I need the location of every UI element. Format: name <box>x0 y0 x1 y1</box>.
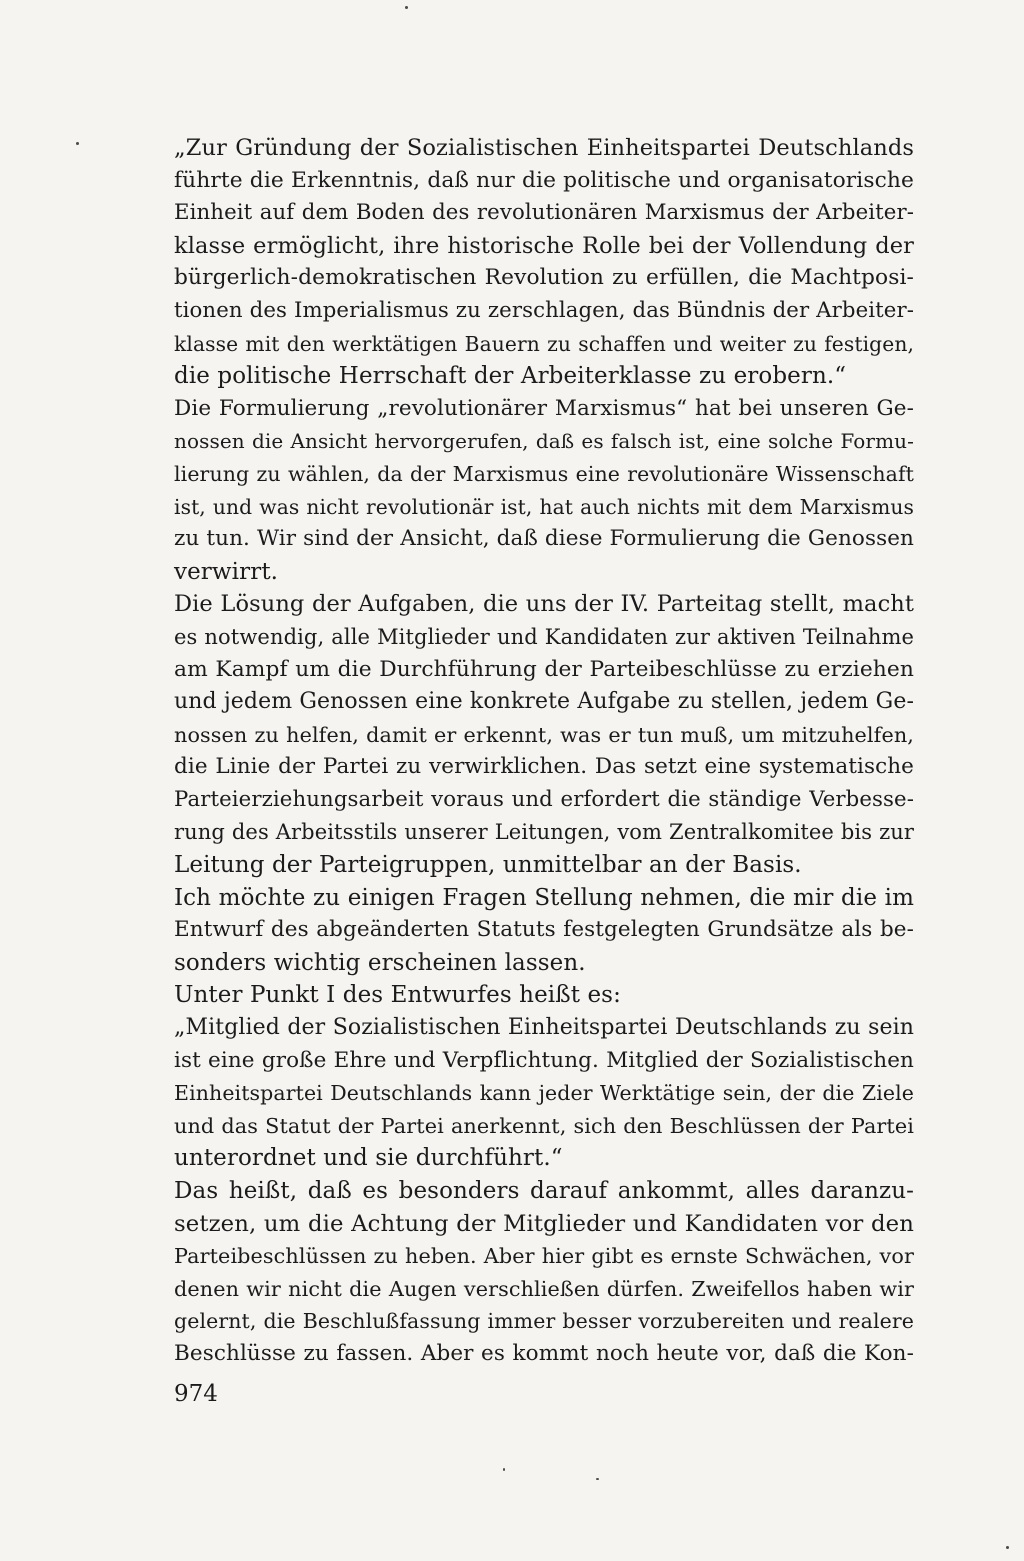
text-line: Entwurf des abgeänderten Statuts festgelegten Grundsätze als be- <box>174 917 914 943</box>
text-line: Einheitspartei Deutschlands kann jeder Werktätige sein, der die Ziele <box>174 1081 914 1106</box>
text-line: und jedem Genossen eine konkrete Aufgabe zu stellen, jedem Ge- <box>174 689 914 715</box>
page-number: 974 <box>174 1381 218 1407</box>
text-line: Die Formulierung „revolutionärer Marxismus“ hat bei unseren Ge- <box>174 395 914 421</box>
text-line: die Linie der Partei zu verwirklichen. Das setzt eine systematische <box>174 754 914 780</box>
text-line: setzen, um die Achtung der Mitglieder und Kandidaten vor den <box>174 1210 914 1237</box>
text-line: führte die Erkenntnis, daß nur die politische und organisatorische <box>174 167 914 193</box>
text-line: ist eine große Ehre und Verpflichtung. Mitglied der Sozialistischen <box>174 1047 914 1073</box>
text-line: Parteierziehungsarbeit voraus und erfordert die ständige Verbesse- <box>174 786 914 812</box>
text-line: am Kampf um die Durchführung der Parteibeschlüsse zu erziehen <box>174 656 914 682</box>
text-line: gelernt, die Beschlußfassung immer besser vorzubereiten und realere <box>174 1309 914 1334</box>
text-line: Ich möchte zu einigen Fragen Stellung nehmen, die mir die im <box>174 884 914 911</box>
scan-speck <box>405 6 408 9</box>
text-line: zu tun. Wir sind der Ansicht, daß diese Formulierung die Genossen <box>174 526 914 552</box>
text-line: „Mitglied der Sozialistischen Einheitspartei Deutschlands zu sein <box>174 1015 914 1041</box>
scan-speck <box>1006 1546 1009 1549</box>
text-line: ist, und was nicht revolutionär ist, hat auch nichts mit dem Marxismus <box>174 494 914 519</box>
text-line: es notwendig, alle Mitglieder und Kandidaten zur aktiven Teilnahme <box>174 624 914 649</box>
text-line: sonders wichtig erscheinen lassen. <box>174 949 586 976</box>
text-line: verwirrt. <box>174 558 279 585</box>
text-line: „Zur Gründung der Sozialistischen Einheitspartei Deutschlands <box>174 135 914 161</box>
scan-speck <box>76 142 79 145</box>
text-line: klasse mit den werktätigen Bauern zu schaffen und weiter zu festigen, <box>174 331 914 356</box>
text-line: Leitung der Parteigruppen, unmittelbar an der Basis. <box>174 852 802 879</box>
text-line: bürgerlich-demokratischen Revolution zu erfüllen, die Machtposi- <box>174 265 914 291</box>
text-line: nossen die Ansicht hervorgerufen, daß es falsch ist, eine solche Formu- <box>174 429 914 454</box>
text-line: klasse ermöglicht, ihre historische Rolle bei der Vollendung der <box>174 232 914 259</box>
text-line: Das heißt, daß es besonders darauf ankommt, alles daranzu- <box>174 1178 914 1204</box>
text-line: unterordnet und sie durchführt.“ <box>174 1145 563 1172</box>
text-line: Unter Punkt I des Entwurfes heißt es: <box>174 982 621 1009</box>
scan-speck <box>503 1468 505 1471</box>
text-line: und das Statut der Partei anerkennt, sich den Beschlüssen der Partei <box>174 1113 914 1138</box>
text-line: rung des Arbeitsstils unserer Leitungen, vom Zentralkomitee bis zur <box>174 820 914 845</box>
text-line: denen wir nicht die Augen verschließen dürfen. Zweifellos haben wir <box>174 1276 914 1301</box>
text-line: lierung zu wählen, da der Marxismus eine revolutionäre Wissenschaft <box>174 461 914 486</box>
text-line: tionen des Imperialismus zu zerschlagen, das Bündnis der Arbeiter- <box>174 297 914 323</box>
text-line: Die Lösung der Aufgaben, die uns der IV. Parteitag stellt, macht <box>174 591 914 618</box>
text-line: Beschlüsse zu fassen. Aber es kommt noch heute vor, daß die Kon- <box>174 1340 914 1366</box>
text-line: nossen zu helfen, damit er erkennt, was er tun muß, um mitzuhelfen, <box>174 722 914 747</box>
text-line: Parteibeschlüssen zu heben. Aber hier gibt es ernste Schwächen, vor <box>174 1244 914 1269</box>
text-line: Einheit auf dem Boden des revolutionären Marxismus der Arbeiter- <box>174 200 914 226</box>
text-line: die politische Herrschaft der Arbeiterklasse zu erobern.“ <box>174 363 847 390</box>
body-text <box>174 132 914 1371</box>
scan-speck <box>596 1478 599 1480</box>
